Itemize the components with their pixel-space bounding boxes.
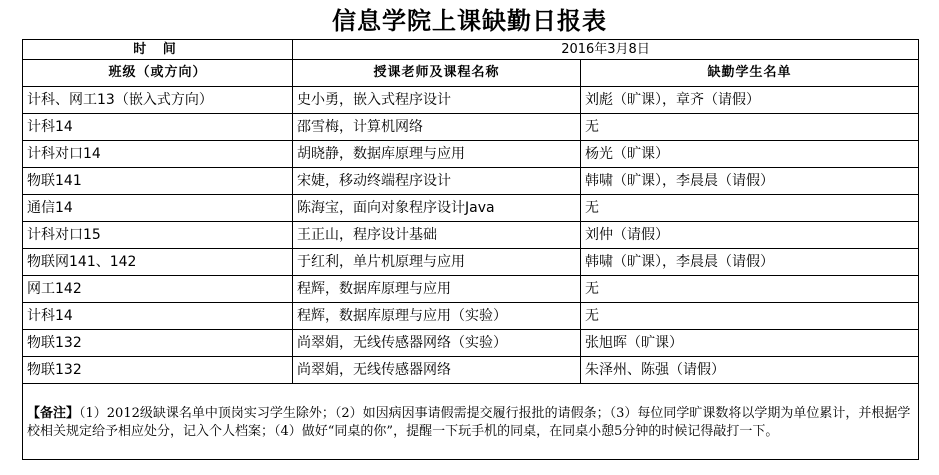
column-header-teacher-course: 授课老师及课程名称 <box>293 60 581 87</box>
note-row <box>23 384 919 460</box>
teacher-course-cell: 王正山，程序设计基础 <box>293 222 581 249</box>
table-row <box>23 114 919 141</box>
teacher-course-cell: 于红利，单片机原理与应用 <box>293 249 581 276</box>
teacher-course-cell: 尚翠娟，无线传感器网络 <box>293 357 581 384</box>
class-cell: 物联141 <box>23 168 293 195</box>
table-row <box>23 222 919 249</box>
absent-cell: 朱泽州、陈强（请假） <box>581 357 919 384</box>
class-cell: 计科14 <box>23 303 293 330</box>
note-text: （1）2012级缺课名单中顶岗实习学生除外；（2）如因病因事请假需提交履行报批的请假条；（3）每位同学旷课数将以学期为单位累计，并根据学校相关规定给予相应处分，记入个人档案；（4）做好“同桌的你”，提醒一下玩手机的同桌，在同桌小憩5分钟的时候记得敲打一下。 <box>27 406 911 439</box>
teacher-course-cell: 胡晓静，数据库原理与应用 <box>293 141 581 168</box>
absent-cell: 韩啸（旷课），李晨晨（请假） <box>581 168 919 195</box>
note-cell <box>23 384 919 460</box>
table-row <box>23 330 919 357</box>
class-cell: 网工142 <box>23 276 293 303</box>
table-row <box>23 168 919 195</box>
absent-cell: 杨光（旷课） <box>581 141 919 168</box>
table-row <box>23 249 919 276</box>
teacher-course-cell: 程辉，数据库原理与应用 <box>293 276 581 303</box>
absent-cell: 刘彪（旷课），章齐（请假） <box>581 87 919 114</box>
teacher-course-cell: 陈海宝，面向对象程序设计Java <box>293 195 581 222</box>
column-header-class: 班级（或方向） <box>23 60 293 87</box>
teacher-course-cell: 程辉，数据库原理与应用（实验） <box>293 303 581 330</box>
table-row <box>23 195 919 222</box>
teacher-course-cell: 史小勇，嵌入式程序设计 <box>293 87 581 114</box>
absent-cell: 韩啸（旷课），李晨晨（请假） <box>581 249 919 276</box>
time-label: 时 间 <box>23 40 293 60</box>
class-cell: 物联132 <box>23 357 293 384</box>
teacher-course-cell: 尚翠娟，无线传感器网络（实验） <box>293 330 581 357</box>
class-cell: 计科、网工13（嵌入式方向） <box>23 87 293 114</box>
header-row <box>23 60 919 87</box>
teacher-course-cell: 宋婕，移动终端程序设计 <box>293 168 581 195</box>
attendance-table <box>22 39 919 460</box>
absent-cell: 无 <box>581 114 919 141</box>
time-row <box>23 40 919 60</box>
table-row <box>23 87 919 114</box>
table-row <box>23 357 919 384</box>
absent-cell: 无 <box>581 276 919 303</box>
class-cell: 计科对口15 <box>23 222 293 249</box>
class-cell: 计科14 <box>23 114 293 141</box>
report-title: 信息学院上课缺勤日报表 <box>332 6 607 35</box>
table-row <box>23 276 919 303</box>
table-row <box>23 303 919 330</box>
absent-cell: 无 <box>581 303 919 330</box>
column-header-absent: 缺勤学生名单 <box>581 60 919 87</box>
note-heading: 【备注】 <box>27 406 80 421</box>
class-cell: 计科对口14 <box>23 141 293 168</box>
class-cell: 物联132 <box>23 330 293 357</box>
teacher-course-cell: 邵雪梅，计算机网络 <box>293 114 581 141</box>
absent-cell: 张旭晖（旷课） <box>581 330 919 357</box>
absent-cell: 刘仲（请假） <box>581 222 919 249</box>
absent-cell: 无 <box>581 195 919 222</box>
report-date: 2016年3月8日 <box>293 40 919 60</box>
table-row <box>23 141 919 168</box>
class-cell: 通信14 <box>23 195 293 222</box>
class-cell: 物联网141、142 <box>23 249 293 276</box>
